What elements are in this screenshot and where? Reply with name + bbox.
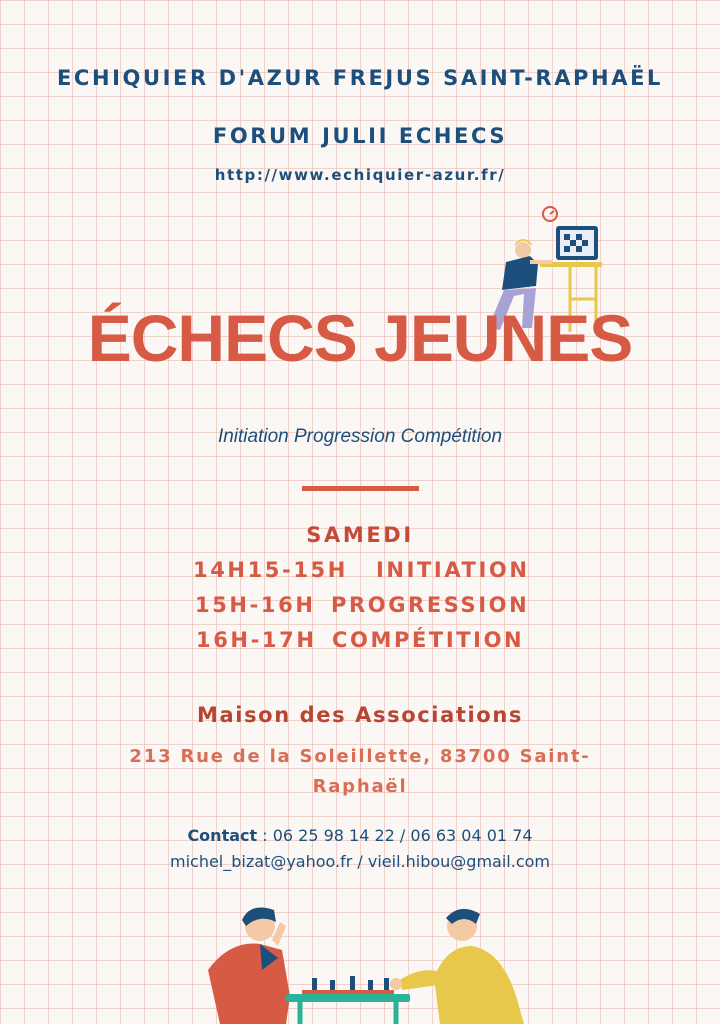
organization-name: ECHIQUIER D'AZUR FREJUS SAINT-RAPHAËL	[56, 66, 663, 90]
divider	[302, 486, 419, 491]
contact-separator: :	[257, 826, 273, 845]
slot-label: COMPÉTITION	[332, 628, 525, 652]
website-link[interactable]: http://www.echiquier-azur.fr/	[214, 166, 506, 184]
contact-emails[interactable]: michel_bizat@yahoo.fr / vieil.hibou@gmail.com	[169, 852, 550, 871]
contact-phones: 06 25 98 14 22 / 06 63 04 01 74	[272, 826, 533, 845]
contact-line	[0, 826, 720, 845]
slot-time: 15H-16H	[195, 593, 316, 617]
venue-address: 213 Rue de la Soleillette, 83700 Saint-Raphaël	[129, 746, 591, 797]
slot-time: 14H15-15H	[193, 558, 348, 582]
subtitle: Initiation Progression Compétition	[217, 426, 503, 447]
venue-name: Maison des Associations	[197, 703, 523, 727]
chess-players-illustration	[190, 900, 530, 1024]
slot-label: PROGRESSION	[331, 593, 530, 617]
main-title: ÉCHECS JEUNES	[87, 301, 633, 375]
slot-label: INITIATION	[376, 558, 530, 582]
forum-name: FORUM JULII ECHECS	[212, 124, 508, 148]
schedule-day: SAMEDI	[306, 523, 414, 547]
contact-label: Contact	[187, 826, 258, 845]
slot-time: 16H-17H	[196, 628, 317, 652]
